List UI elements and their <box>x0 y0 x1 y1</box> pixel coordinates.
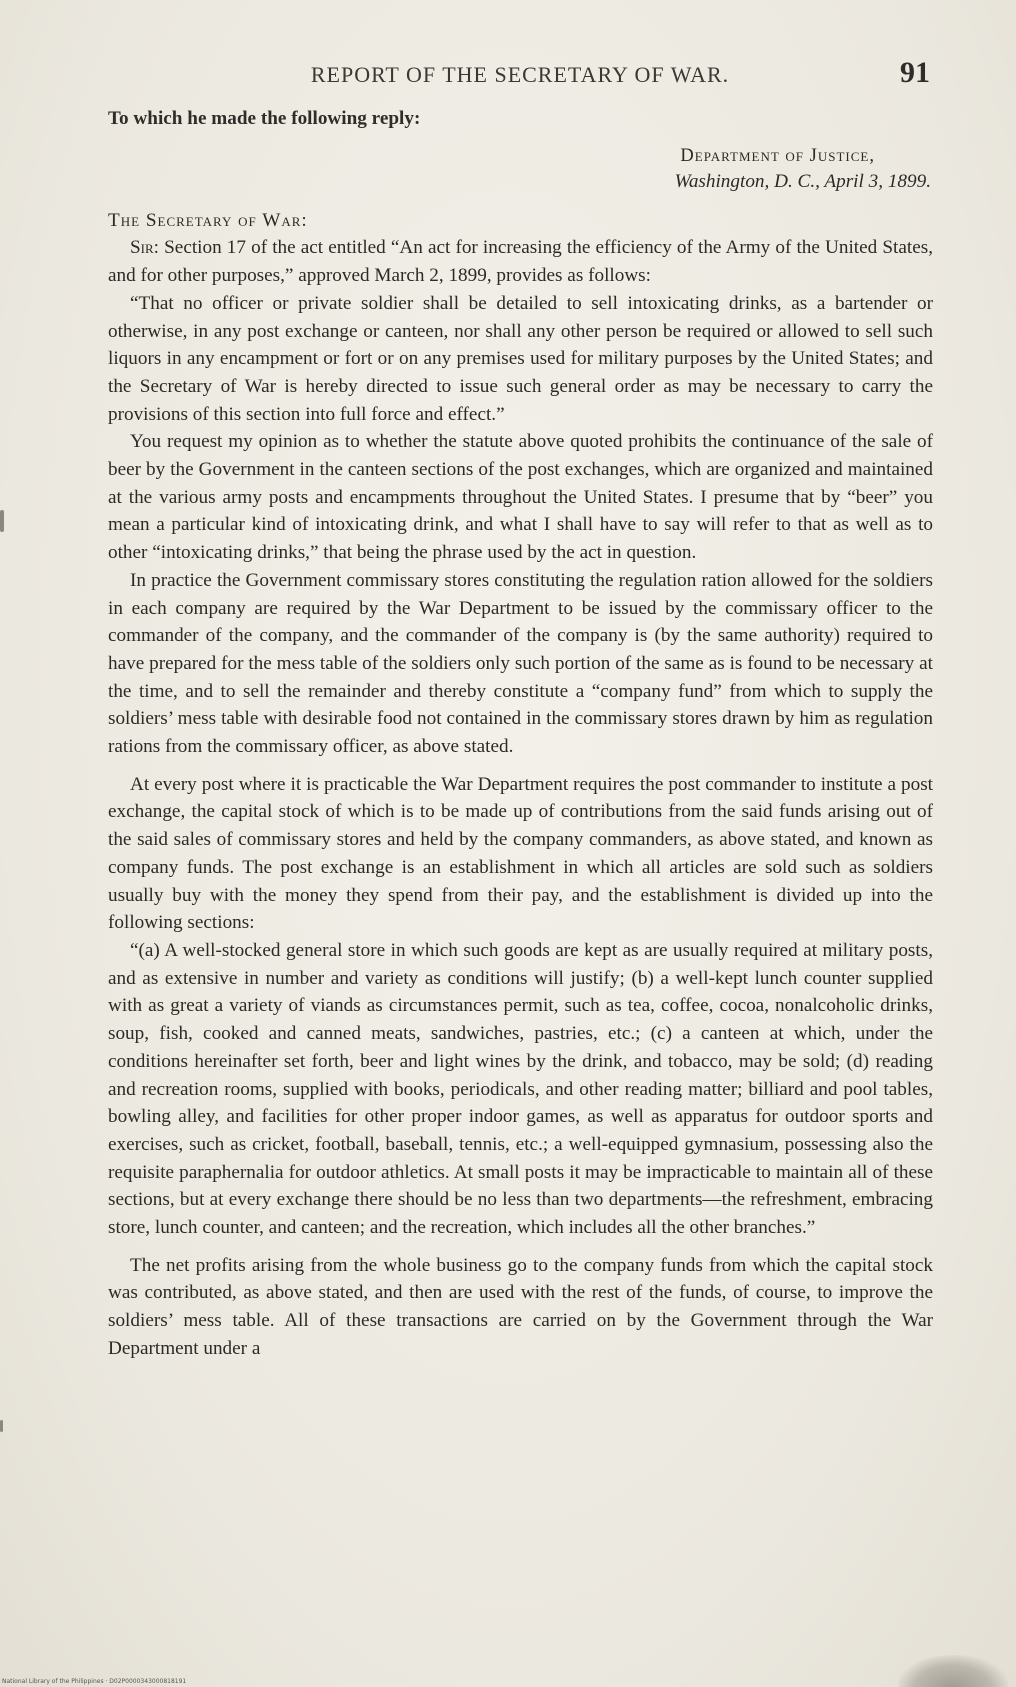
page-body <box>108 105 933 1363</box>
scan-footer-note: National Library of the Philippines · D02P0000343000818191 <box>2 1678 187 1685</box>
place-date: Washington, D. C., April 3, 1899. <box>674 170 931 192</box>
scan-edge-mark <box>0 510 4 532</box>
quoted-sections-list: “(a) A well-stocked general store in which such goods are kept as are usually required at military posts, and as extensive in number and variety as conditions will justify; (b) a well-kept lunch counter supplied with as great a variety of viands as circumstances permit, such as tea, coffee, cocoa, nonalcoholic drinks, soup, fish, cooked and canned meats, sandwiches, pastries, etc.; (c) a canteen at which, under the conditions hereinafter set forth, beer and light wines by the drink, and tobacco, may be sold; (d) reading and recreation rooms, supplied with books, periodicals, and other reading matter; billiard and pool tables, bowling alley, and facilities for other proper indoor games, as well as apparatus for outdoor sports and exercises, such as cricket, football, baseball, tennis, etc.; a well-equipped gymnasium, possessing also the requisite paraphernalia for outdoor athletics. At small posts it may be impracticable to maintain all of these sections, but at every exchange there should be no less than two departments—the refreshment, embracing store, lunch counter, and canteen; and the recreation, which includes all the other branches.” <box>108 939 933 1239</box>
sir-text: Section 17 of the act entitled “An act for increasing the efficiency of the Army of the United States, and for other purposes,” approved March 2, 1899, provides as follows: <box>108 237 933 287</box>
page-number: 91 <box>900 56 930 89</box>
salutation: The Secretary of War: <box>108 209 308 231</box>
quoted-section-17: “That no officer or private soldier shall be detailed to sell intoxicating drinks, as a bartender or otherwise, in any post exchange or canteen, nor shall any other person be required or allowed to sell such liquors in any encampment or fort or on any premises used for military purposes by the United States; and the Secretary of War is hereby directed to issue such general order as may be necessary to carry the provisions of this section into full force and effect.” <box>108 292 933 425</box>
page-header <box>100 54 940 94</box>
paragraph-post-exchange: At every post where it is practicable the War Department requires the post commander to institute a post exchange, the capital stock of which is to be made up of contributions from the said funds arising out of the said sales of commissary stores and held by the company commanders, as above stated, and known as company funds. The post exchange is an establishment in which all articles are sold such as soldiers usually buy with the money they spend from their pay, and the establishment is divided up into the following sections: <box>108 773 933 934</box>
paragraph-profits: The net profits arising from the whole business go to the company funds from which the capital stock was contributed, as above stated, and then are used with the rest of the funds, of course, to improve the soldiers’ mess table. All of these transactions are carried on by the Government through the War Department under a <box>108 1254 933 1359</box>
department-name: Department of Justice, <box>680 145 875 166</box>
paragraph-request: You request my opinion as to whether the statute above quoted prohibits the continuance of the sale of beer by the Government in the canteen sections of the post exchanges, which are organized and maintained at the various army posts and encampments throughout the United States. I presume that by “beer” you mean a particular kind of intoxicating drink, and what I shall have to say will refer to that as well as to other “intoxicating drinks,” that being the phrase used by the act in question. <box>108 431 933 564</box>
paragraph-sir <box>108 234 933 289</box>
paragraph-practice: In practice the Government commissary stores constituting the regulation ration allowed for the soldiers in each company are required by the War Department to be issued by the commissary officer to the commander of the company, and the commander of the company is (by the same authority) required to have prepared for the mess table of the soldiers only such portion of the same as is found to be necessary at the time, and to sell the remainder and thereby constitute a “company fund” from which to supply the soldiers’ mess table with desirable food not contained in the commissary stores drawn by him as regulation rations from the commissary officer, as above stated. <box>108 569 933 758</box>
scan-edge-mark <box>0 1420 3 1432</box>
intro-line: To which he made the following reply: <box>108 108 421 129</box>
sir-label: Sir: <box>130 237 160 259</box>
letter-heading <box>108 143 933 195</box>
running-head: REPORT OF THE SECRETARY OF WAR. <box>310 62 730 87</box>
thumb-shadow <box>898 1655 1008 1687</box>
